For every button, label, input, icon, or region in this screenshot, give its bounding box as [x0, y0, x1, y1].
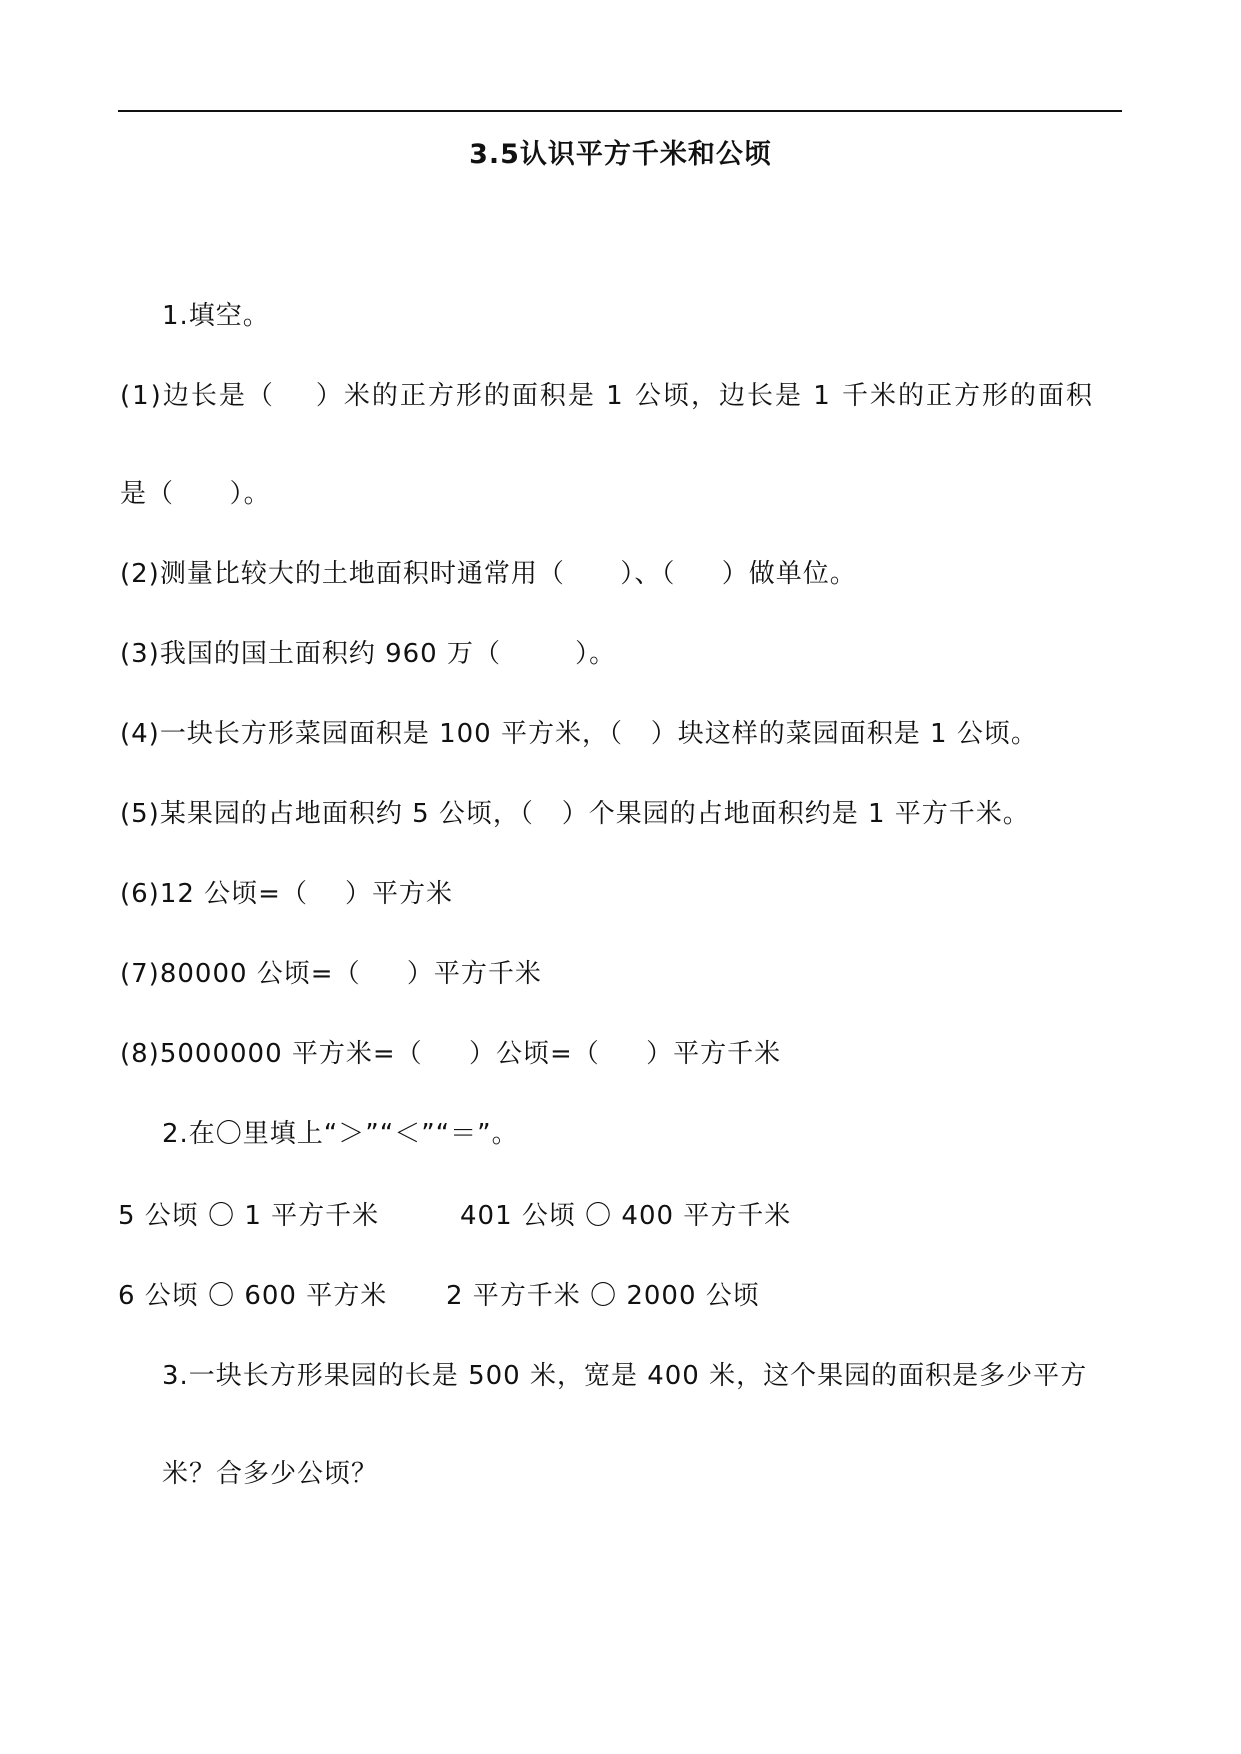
- q3-line1: 3.一块长方形果园的长是 500 米，宽是 400 米，这个果园的面积是多少平方: [162, 1361, 1088, 1391]
- q1-heading: 1.填空。: [162, 301, 270, 331]
- q2-heading: 2.在〇里填上“＞”“＜”“＝”。: [162, 1119, 519, 1149]
- q1-item1-line2: 是（ ）。: [120, 479, 271, 509]
- q1-item8: (8)5000000 平方米=（ ）公顷=（ ）平方千米: [120, 1039, 782, 1069]
- q1-item1-line1: (1)边长是（ ）米的正方形的面积是 1 公顷，边长是 1 千米的正方形的面积: [120, 381, 1095, 411]
- page-title: 3.5认识平方千米和公顷: [469, 139, 772, 170]
- q2-comparison-3: 6 公顷 〇 600 平方米: [118, 1281, 388, 1311]
- q1-item2: (2)测量比较大的土地面积时通常用（ ）、（ ）做单位。: [120, 559, 857, 589]
- q1-item5: (5)某果园的占地面积约 5 公顷，（ ）个果园的占地面积约是 1 平方千米。: [120, 799, 1030, 829]
- q2-comparison-4: 2 平方千米 〇 2000 公顷: [446, 1281, 760, 1311]
- q1-item7: (7)80000 公顷=（ ）平方千米: [120, 959, 542, 989]
- q1-item3: (3)我国的国土面积约 960 万（ ）。: [120, 639, 617, 669]
- q2-comparison-1: 5 公顷 〇 1 平方千米: [118, 1201, 380, 1231]
- q1-item6: (6)12 公顷=（ ）平方米: [120, 879, 454, 909]
- q3-line2: 米？合多少公顷？: [162, 1459, 379, 1489]
- q1-item4: (4)一块长方形菜园面积是 100 平方米，（ ）块这样的菜园面积是 1 公顷。: [120, 719, 1038, 749]
- q2-comparison-2: 401 公顷 〇 400 平方千米: [460, 1201, 792, 1231]
- header-rule: [118, 110, 1122, 112]
